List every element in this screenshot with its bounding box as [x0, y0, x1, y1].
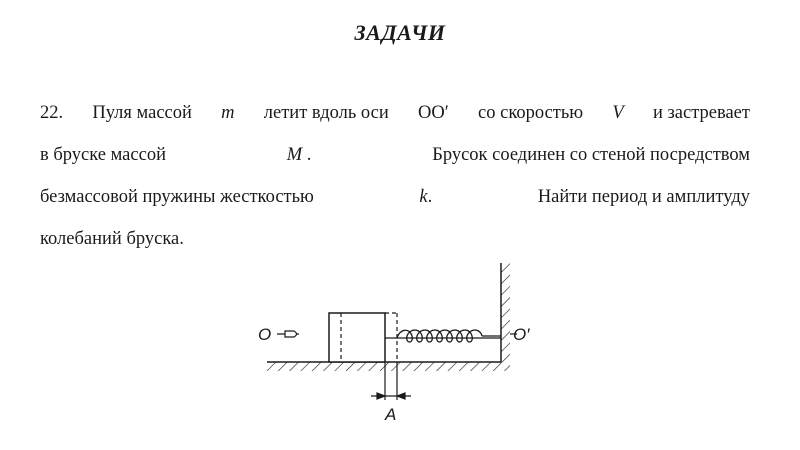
text-fragment: со скоростью — [478, 103, 584, 123]
label-A: A — [385, 405, 397, 424]
text-fragment: . — [306, 145, 312, 165]
label-O: O — [258, 325, 272, 344]
text-fragment: Пуля массой — [92, 103, 192, 123]
text-fragment: летит вдоль оси — [263, 103, 389, 123]
symbol-M-group — [287, 134, 312, 176]
problem-line-2 — [40, 134, 750, 176]
problem-line-4: колебаний бруска. — [40, 229, 184, 249]
text-fragment: безмассовой пружины жесткостью — [40, 187, 314, 207]
text-fragment: Брусок соединен со стеной посредством — [432, 145, 750, 165]
symbol-k-group — [419, 176, 432, 218]
floor — [267, 362, 501, 371]
symbol-axis: OO′ — [417, 103, 449, 123]
problem-text — [40, 92, 750, 260]
text-fragment: . — [427, 187, 433, 207]
text-fragment: Найти период и амплитуду — [537, 187, 750, 207]
wall — [501, 263, 510, 371]
symbol-m: m — [221, 103, 235, 123]
label-O-prime: O′ — [513, 325, 530, 344]
text-fragment: в бруске массой — [40, 145, 166, 165]
physics-diagram — [255, 258, 555, 438]
spring — [385, 330, 501, 342]
problem-number: 22. — [40, 103, 64, 123]
text-fragment: и застревает — [652, 103, 750, 123]
symbol-M: M — [286, 145, 303, 165]
section-heading: ЗАДАЧИ — [354, 20, 446, 45]
problem-line-3 — [40, 176, 750, 218]
symbol-v: V — [612, 103, 624, 123]
bullet — [285, 331, 297, 337]
symbol-k: k — [419, 187, 428, 207]
problem-line-1 — [40, 92, 750, 134]
